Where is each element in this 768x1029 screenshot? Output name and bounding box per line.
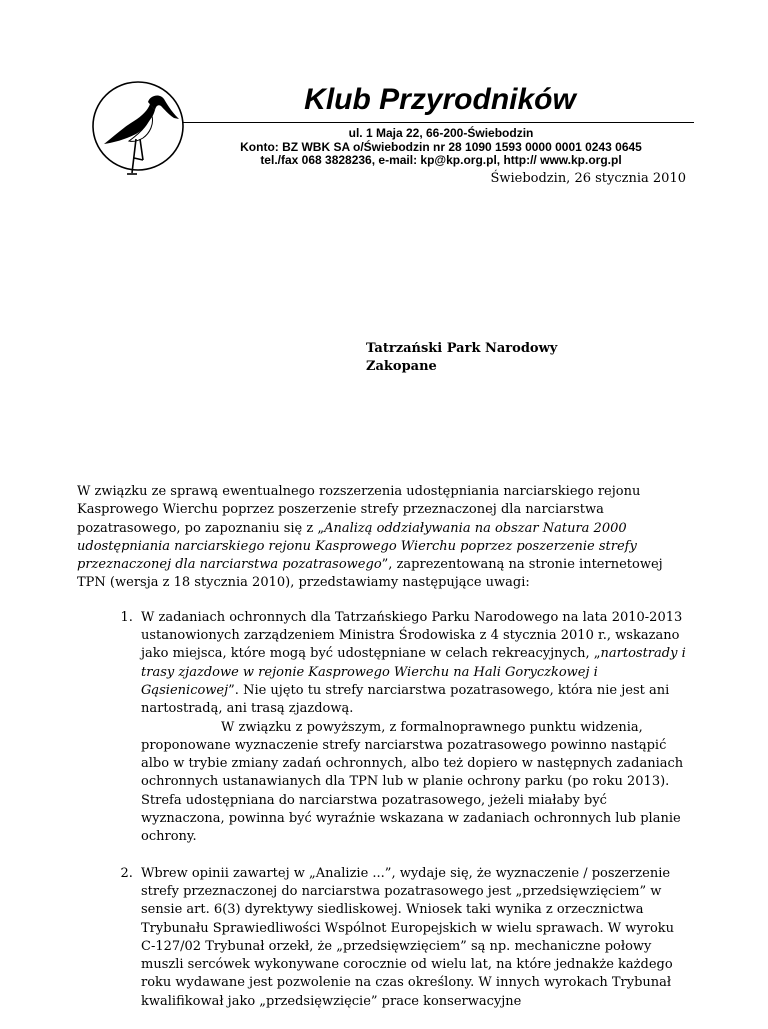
club-address: ul. 1 Maja 22, 66-200-Świebodzin xyxy=(348,126,534,140)
remark-1-paragraph-2 xyxy=(141,719,689,847)
bank-account: Konto: BZ WBK SA o/Świebodzin nr 28 1090 1593 0000 0001 0243 0645 xyxy=(240,139,642,154)
header-divider xyxy=(182,122,694,123)
stork-leg-1 xyxy=(132,139,136,173)
intro-paragraph xyxy=(77,483,689,593)
stork-leg-2 xyxy=(140,139,143,160)
remark-1-text-before: W zadaniach ochronnych dla Tatrzańskiego Parku Narodowego na lata 2010-2013 ustanowionych zarządzeniem Ministra Środowiska z 4 stycznia 2010 r., wskazano jako miejsca, które mogą być udostępniane w celach rekreacyjnych, „ xyxy=(141,609,683,662)
letter-body xyxy=(77,483,689,1029)
club-name: Klub Przyrodników xyxy=(304,83,576,116)
remark-item-2 xyxy=(137,865,689,1011)
recipient-city: Zakopane xyxy=(366,359,437,374)
remark-1-text-after: ”. Nie ujęto tu strefy narciarstwa pozatrasowego, która nie jest ani nartostradą, ani trasą zjazdową. xyxy=(141,682,670,717)
remark-2-paragraph: 2. Wbrew opinii zawartej w „Analizie ...”, wydaje się, że wyznaczenie / poszerzenie strefy przeznaczonej do narciarstwa pozatrasowego jest „przedsięwzięciem” w sensie art. 6(3) dyrektywy siedliskowej. Wniosek taki wynika z orzecznictwa Trybunału Sprawiedliwości Wspólnot Europejskich w wielu sprawach. W wyroku C-127/02 Trybunał orzekł, że „przedsięwzięciem” są np. mechaniczne połowy muszli sercówek wykonywane corocznie od wielu lat, na które jednakże każdego roku wydawane jest pozwolenie na czas określony. W innych wyrokach Trybunał kwalifikował jako „przedsięwzięcie” prace konserwacyjne xyxy=(141,865,675,1009)
intro-text-before: W związku ze sprawą ewentualnego rozszerzenia udostępniania narciarskiego rejonu Kasprowego Wierchu poprzez poszerzenie strefy przeznaczonej dla narciarstwa pozatrasowego, po zapoznaniu się z „ xyxy=(77,484,641,536)
intro-text-after: ”, zaprezentowaną na stronie internetowej TPN (wersja z 18 stycznia 2010), przedstawiamy następujące uwagi: xyxy=(77,557,663,591)
stork-leg-2-bent xyxy=(134,158,143,160)
remark-1-quote: nartostrady i trasy zjazdowe w rejonie Kasprowego Wierchu na Hali Goryczkowej i Gąsienicowej xyxy=(141,646,686,698)
intro-document-title: Analizą oddziaływania na obszar Natura 2000 udostępniania narciarskiego rejonu Kasprowego Wierchu poprzez poszerzenie strefy przeznaczonej dla narciarstwa pozatrasowego xyxy=(77,520,637,573)
remark-1-paragraph-1 xyxy=(141,609,689,719)
letter-date: Świebodzin, 26 stycznia 2010 xyxy=(490,171,686,186)
contact-block xyxy=(210,127,672,168)
recipient-block xyxy=(366,340,557,376)
stork-logo xyxy=(88,76,186,184)
remark-1-paragraph-2-text: W związku z powyższym, z formalnoprawnego punktu widzenia, proponowane wyznaczenie strefy narciarstwa pozatrasowego powinno nastąpić albo w trybie zmiany zadań ochronnych, albo też dopiero w następnych zadaniach ochronnych ustanawianych dla TPN lub w planie ochrony parku (po roku 2013). Strefa udostępniana do narciarstwa pozatrasowego, jeżeli miałaby być wyznaczona, powinna być wyraźnie wskazana w zadaniach ochronnych lub planie ochrony. xyxy=(141,719,684,845)
recipient-name: Tatrzański Park Narodowy xyxy=(366,341,558,356)
remarks-list xyxy=(77,609,689,1011)
remark-item-1 xyxy=(137,609,689,847)
contact-details: tel./fax 068 3828236, e-mail: kp@kp.org.pl, http:// www.kp.org.pl xyxy=(260,153,622,167)
